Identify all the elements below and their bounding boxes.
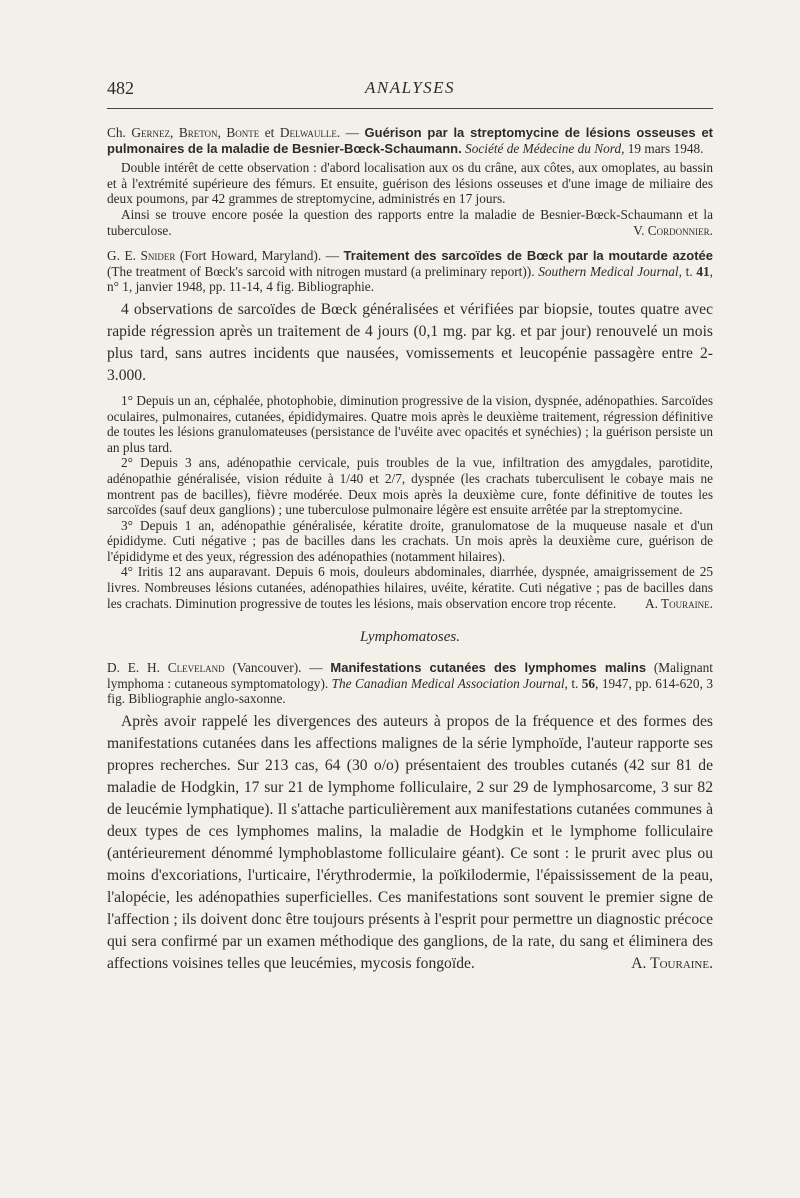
- case-item: 1° Depuis un an, céphalée, photophobie, diminution progressive de la vision, dyspnée, adénopathies. Sarcoïdes oculaires, pulmonaires, cutanées, épididymaires. Quatre mois après le deuxième traitement, régression définitive de toutes les lésions granulomateuses (persistance de l'uvéite avec opacités et synéchies) ; la guérison persiste un an plus tard.: [107, 392, 713, 455]
- abstract-entry-1: [107, 125, 713, 238]
- running-title: ANALYSES: [364, 78, 456, 97]
- authors: Cleveland: [167, 660, 225, 676]
- section-title: Lymphomatoses.: [360, 629, 460, 646]
- page-header: [107, 76, 713, 102]
- reference: Ch. Gernez, Breton, Bonte et Delwaulle. — Guérison par la streptomycine de lésions osseuses et pulmonaires de la maladie de Besnier-Bœck-Schaumann. Société de Médecine du Nord, 19 mars 1948.: [107, 125, 713, 156]
- page-number: 482: [107, 78, 134, 98]
- authors: Gernez, Breton, Bonte: [131, 125, 260, 140]
- signature: V. Cordonnier.: [633, 222, 713, 238]
- article-title: Traitement des sarcoïdes de Bœck par la moutarde azotée: [343, 248, 713, 264]
- journal-name: Société de Médecine du Nord,: [465, 140, 625, 156]
- abstract-entry-3: [107, 660, 713, 975]
- journal-name: The Canadian Medical Association Journal,: [331, 675, 568, 691]
- abstract-entry-2: [107, 248, 713, 611]
- authors: Snider: [140, 248, 176, 264]
- paragraph: Après avoir rappelé les divergences des auteurs à propos de la fréquence et des formes des manifestations cutanées dans les affections malignes de la série lymphoïde, l'auteur rapporte ses propres recherches. Sur 213 cas, 64 (30 o/o) présentaient des troubles cutanés (42 sur 81 de maladie de Hodgkin, 17 sur 21 de lymphome folliculaire, 2 sur 29 de lymphosarcome, 3 sur 82 de leucémie lymphatique). Il s'attache particulièrement aux manifestations cutanées communes à deux types de ces lymphomes malins, la maladie de Hodgkin et le lymphome folliculaire (antérieurement dénommé lymphoblastome folliculaire géant). Ce sont : le prurit avec plus ou moins d'excoriations, l'urticaire, l'érythrodermie, la poïkilodermie, l'épaississement de la peau, l'alopécie, les adénopathies superficielles. Ces manifestations sont souvent le premier signe de l'affection ; ils doivent donc être toujours présents à l'esprit pour permettre un diagnostic précoce qui sera confirmé par un examen méthodique des ganglions, de la rate, du sang et éliminera des affections voisines telles que leucémies, mycosis fongoïde. A. Touraine.: [107, 711, 713, 975]
- reference: G. E. Snider (Fort Howard, Maryland). — Traitement des sarcoïdes de Bœck par la moutarde azotée (The treatment of Bœck's sarcoid with nitrogen mustard (a preliminary report)). Southern Medical Journal, t. 41, n° 1, janvier 1948, pp. 11-14, 4 fig. Bibliographie.: [107, 248, 713, 295]
- page: [107, 76, 713, 975]
- header-rule: [107, 108, 713, 109]
- case-item: 4° Iritis 12 ans auparavant. Depuis 6 mois, douleurs abdominales, diarrhée, dyspnée, amaigrissement de 25 livres. Nombreuses lésions cutanées, adénopathies hilaires, uvéite, kératite. Cuti négative ; pas de bacilles dans les crachats. Diminution progressive de toutes les lésions, mais observation encore trop récente. A. Touraine.: [107, 564, 713, 611]
- journal-name: Southern Medical Journal,: [538, 263, 682, 279]
- signature: A. Touraine.: [631, 955, 713, 973]
- article-title: Manifestations cutanées des lymphomes malins: [330, 660, 647, 676]
- signature: A. Touraine.: [645, 595, 713, 611]
- paragraph: Ainsi se trouve encore posée la question des rapports entre la maladie de Besnier-Bœck-Schaumann et la tuberculose. V. Cordonnier.: [107, 206, 713, 238]
- case-item: 3° Depuis 1 an, adénopathie généralisée, kératite droite, granulomatose de la muqueuse nasale et d'un épididyme. Cuti négative ; pas de bacilles dans les crachats. Un mois après la deuxième cure, guérison de l'épididyme et des yeux, régression des adénopathies (notamment hilaires).: [107, 517, 713, 564]
- paragraph: 4 observations de sarcoïdes de Bœck généralisées et vérifiées par biopsie, toutes quatre avec rapide régression après un traitement de 4 jours (0,1 mg. par kg. et par jour) renouvelé un mois plus tard, sans autres incidents que nausées, vomissements et leucopénie passagère entre 2-3.000.: [107, 300, 713, 384]
- authors: Delwaulle: [279, 125, 337, 140]
- case-item: 2° Depuis 3 ans, adénopathie cervicale, puis troubles de la vue, infiltration des amygdales, parotidite, adénopathie généralisée, vision réduite à 1/40 et 2/7, dyspnée (les crachats tuberculisent le cobaye mais ne montrent pas de bacilles), fièvre modérée. Deux mois après la deuxième cure, fonte définitive de toutes les sarcoïdes (sauf deux ganglions) ; une tuberculose pulmonaire légère est ensuite arrêtée par la streptomycine.: [107, 455, 713, 518]
- article-title: Guérison par la streptomycine de lésions osseuses et pulmonaires de la maladie de Besnier-Bœck-Schaumann.: [107, 125, 713, 156]
- reference: D. E. H. Cleveland (Vancouver). — Manifestations cutanées des lymphomes malins (Malignant lymphoma : cutaneous symptomatology). The Canadian Medical Association Journal, t. 56, 1947, pp. 614-620, 3 fig. Bibliographie anglo-saxonne.: [107, 660, 713, 707]
- paragraph: Double intérêt de cette observation : d'abord localisation aux os du crâne, aux côtes, aux omoplates, au bassin et à l'extrémité supérieure des fémurs. Et ensuite, guérison des lésions osseuses et d'une image de miliaire des deux poumons, par 42 grammes de streptomycine, administrés en 17 jours.: [107, 160, 713, 207]
